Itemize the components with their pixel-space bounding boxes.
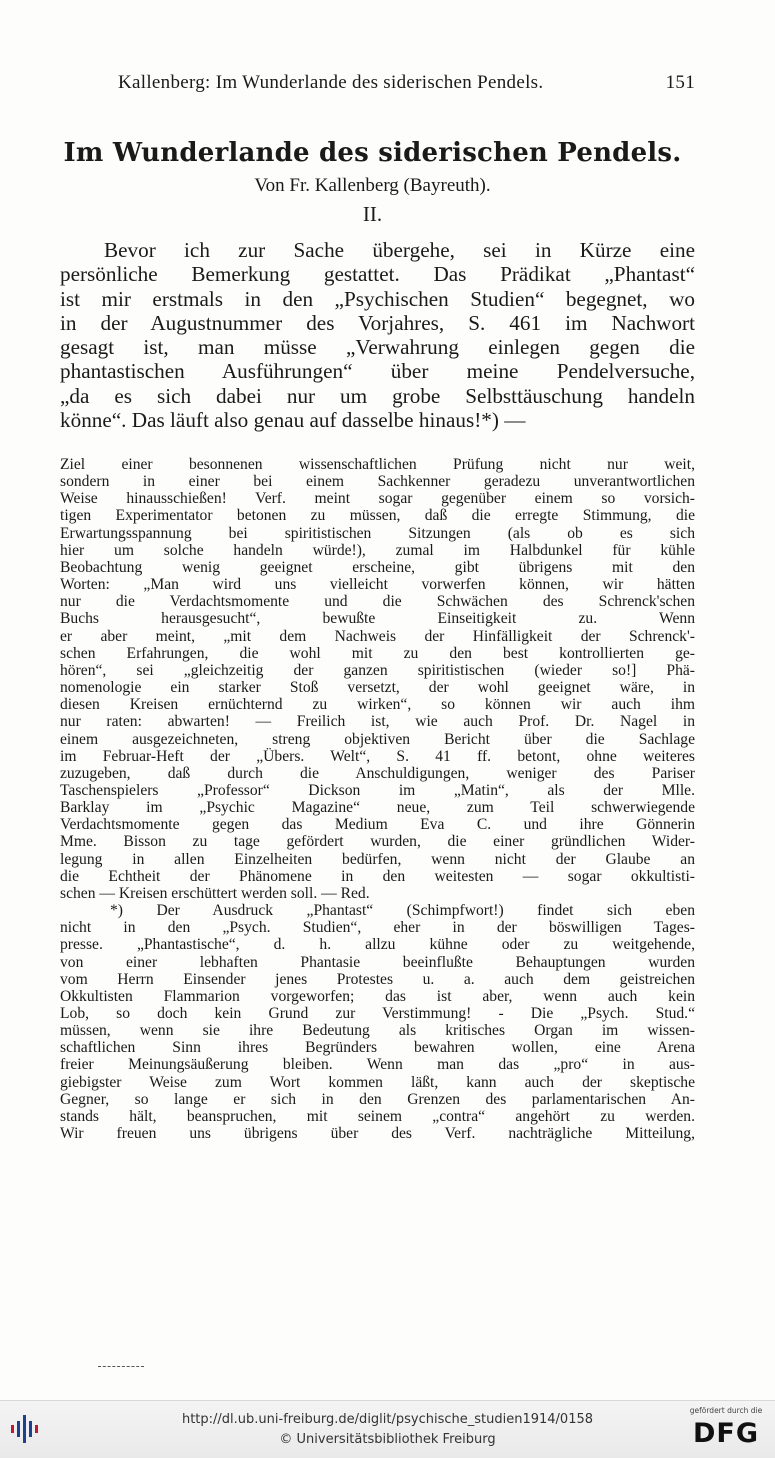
footnote-block: [60, 456, 695, 1142]
note-line: Buchs herausgesucht“, bewußte Einseitigkeit zu. Wenn: [60, 610, 695, 628]
note-line: von einer lebhaften Phantasie beeinflußte Behauptungen wurden: [60, 953, 695, 971]
note-line: Verdachtsmomente gegen das Medium Eva C. und ihre Gönnerin: [60, 816, 695, 834]
note-line: legung in allen Einzelheiten bedürfen, wenn nicht der Glaube an: [60, 850, 695, 868]
text-line: persönliche Bemerkung gestattet. Das Prädikat „Phantast“: [60, 262, 695, 287]
text-line: ist mir erstmals in den „Psychischen Studien“ begegnet, wo: [60, 286, 695, 311]
note-line: zuzugeben, daß durch die Anschuldigungen, weniger des Pariser: [60, 764, 695, 782]
note-line: Gegner, so lange er sich in den Grenzen des parlamentarischen An-: [60, 1090, 695, 1108]
note-line: Lob, so doch kein Grund zur Verstimmung! - Die „Psych. Stud.“: [60, 1005, 695, 1022]
dfg-sponsor: [683, 1406, 769, 1454]
text-line: Bevor ich zur Sache übergehe, sei in Kürze eine: [104, 238, 695, 262]
note-line: Worten: „Man wird uns vielleicht vorwerfen können, wir hätten: [60, 576, 695, 594]
note-line: Beobachtung wenig geeignet erscheine, gibt übrigens mit den: [60, 558, 695, 576]
copyright-notice: © Universitätsbibliothek Freiburg: [279, 1432, 496, 1447]
note-line: Wir freuen uns übrigens über des Verf. nachträgliche Mitteilung,: [60, 1125, 695, 1143]
running-head-title: Kallenberg: Im Wunderlande des siderischen Pendels.: [118, 72, 544, 93]
text-line: „da es sich dabei nur um grobe Selbsttäuschung handeln: [60, 383, 695, 408]
note-line: stands hält, beanspruchen, mit seinem „contra“ angehört zu werden.: [60, 1107, 695, 1125]
note-line: Erwartungsspannung bei spiritistischen Sitzungen (als ob es sich: [60, 524, 695, 542]
note-line: Okkultisten Flammarion vorgeworfen; das ist aber, wenn auch kein: [60, 987, 695, 1005]
note-line: vom Herrn Einsender jenes Protestes u. a. auch dem geistreichen: [60, 970, 695, 988]
note-line: er aber meint, „mit dem Nachweis der Hinfälligkeit der Schrenck'-: [60, 627, 695, 645]
note-line: tigen Experimentator betonen zu müssen, daß die erregte Stimmung, die: [60, 507, 695, 525]
note-line: Taschenspielers „Professor“ Dickson im „Matin“, als der Mlle.: [60, 781, 695, 799]
text-line: gesagt ist, man müsse „Verwahrung einlegen gegen die: [60, 335, 695, 360]
note-line: nur raten: abwarten! — Freilich ist, wie auch Prof. Dr. Nagel in: [60, 713, 695, 731]
note-line: nur die Verdachtsmomente und die Schwächen des Schrenck'schen: [60, 593, 695, 611]
note-line: nicht in den „Psych. Studien“, eher in der böswilligen Tages-: [60, 919, 695, 937]
text-line: könne“. Das läuft also genau auf dasselbe hinaus!*) —: [60, 408, 526, 433]
article-title: Im Wunderlande des siderischen Pendels.: [63, 138, 682, 168]
note-line: giebigster Weise zum Wort kommen läßt, kann auch der skeptische: [60, 1073, 695, 1091]
note-line: diesen Kreisen ernüchternd zu wirken“, so können wir auch ihm: [60, 696, 695, 714]
note-line: *) Der Ausdruck „Phantast“ (Schimpfwort!) findet sich eben: [110, 902, 695, 920]
note-line: Mme. Bisson zu tage gefördert wurden, die einer gründlichen Wider-: [60, 833, 695, 851]
note-line: sondern in einer bei einem Sachkenner geradezu unverantwortlichen: [60, 473, 695, 491]
note-line: schen Erfahrungen, die wohl mit zu den best kontrollierten ge-: [60, 644, 695, 662]
note-line: schen — Kreisen erschüttert werden soll. — Red.: [60, 884, 370, 902]
note-line: presse. „Phantastische“, d. h. allzu kühne oder zu weitgehende,: [60, 936, 695, 954]
dfg-logo-icon: DFG: [692, 1418, 760, 1449]
viewer-footer: [0, 1400, 775, 1458]
note-line: hier um solche handeln würde!), zumal im Halbdunkel für kühle: [60, 541, 695, 559]
text-line: in der Augustnummer des Vorjahres, S. 461 im Nachwort: [60, 310, 695, 335]
note-line: müssen, wenn sie ihre Bedeutung als kritisches Organ im wissen-: [60, 1022, 695, 1040]
main-paragraph: [60, 238, 695, 432]
note-line: im Februar-Heft der „Übers. Welt“, S. 41 ff. betont, ohne weiteres: [60, 747, 695, 765]
note-line: Barklay im „Psychic Magazine“ neue, zum Teil schwerwiegende: [60, 799, 695, 817]
note-line: einem ausgezeichneten, streng objektiven Bericht über die Sachlage: [60, 730, 695, 748]
page-end-mark: [98, 1366, 144, 1369]
sponsor-caption: gefördert durch die: [689, 1406, 763, 1415]
note-line: Ziel einer besonnenen wissenschaftlichen Prüfung nicht nur weit,: [60, 456, 695, 473]
note-line: die Echtheit der Phänomene in den weitesten — sogar okkultisti-: [60, 867, 695, 885]
note-line: schaftlichen Sinn ihres Begründers bewahren wollen, eine Arena: [60, 1039, 695, 1057]
note-line: nomenologie ein starker Stoß versetzt, der wohl geeignet wäre, in: [60, 679, 695, 697]
section-number: II.: [362, 202, 383, 226]
text-line: phantastischen Ausführungen“ über meine Pendelversuche,: [60, 359, 695, 384]
article-byline: Von Fr. Kallenberg (Bayreuth).: [254, 175, 491, 196]
note-line: freier Meinungsäußerung bleiben. Wenn man das „pro“ in aus-: [60, 1056, 695, 1074]
permalink-url[interactable]: http://dl.ub.uni-freiburg.de/diglit/psychische_studien1914/0158: [181, 1412, 594, 1427]
note-line: Weise hinausschießen! Verf. meint sogar gegenüber einem so vorsich-: [60, 490, 695, 508]
note-line: hören“, sei „gleichzeitig der ganzen spiritistischen (wieder so!] Phä-: [60, 661, 695, 679]
page-number: 151: [665, 72, 695, 93]
